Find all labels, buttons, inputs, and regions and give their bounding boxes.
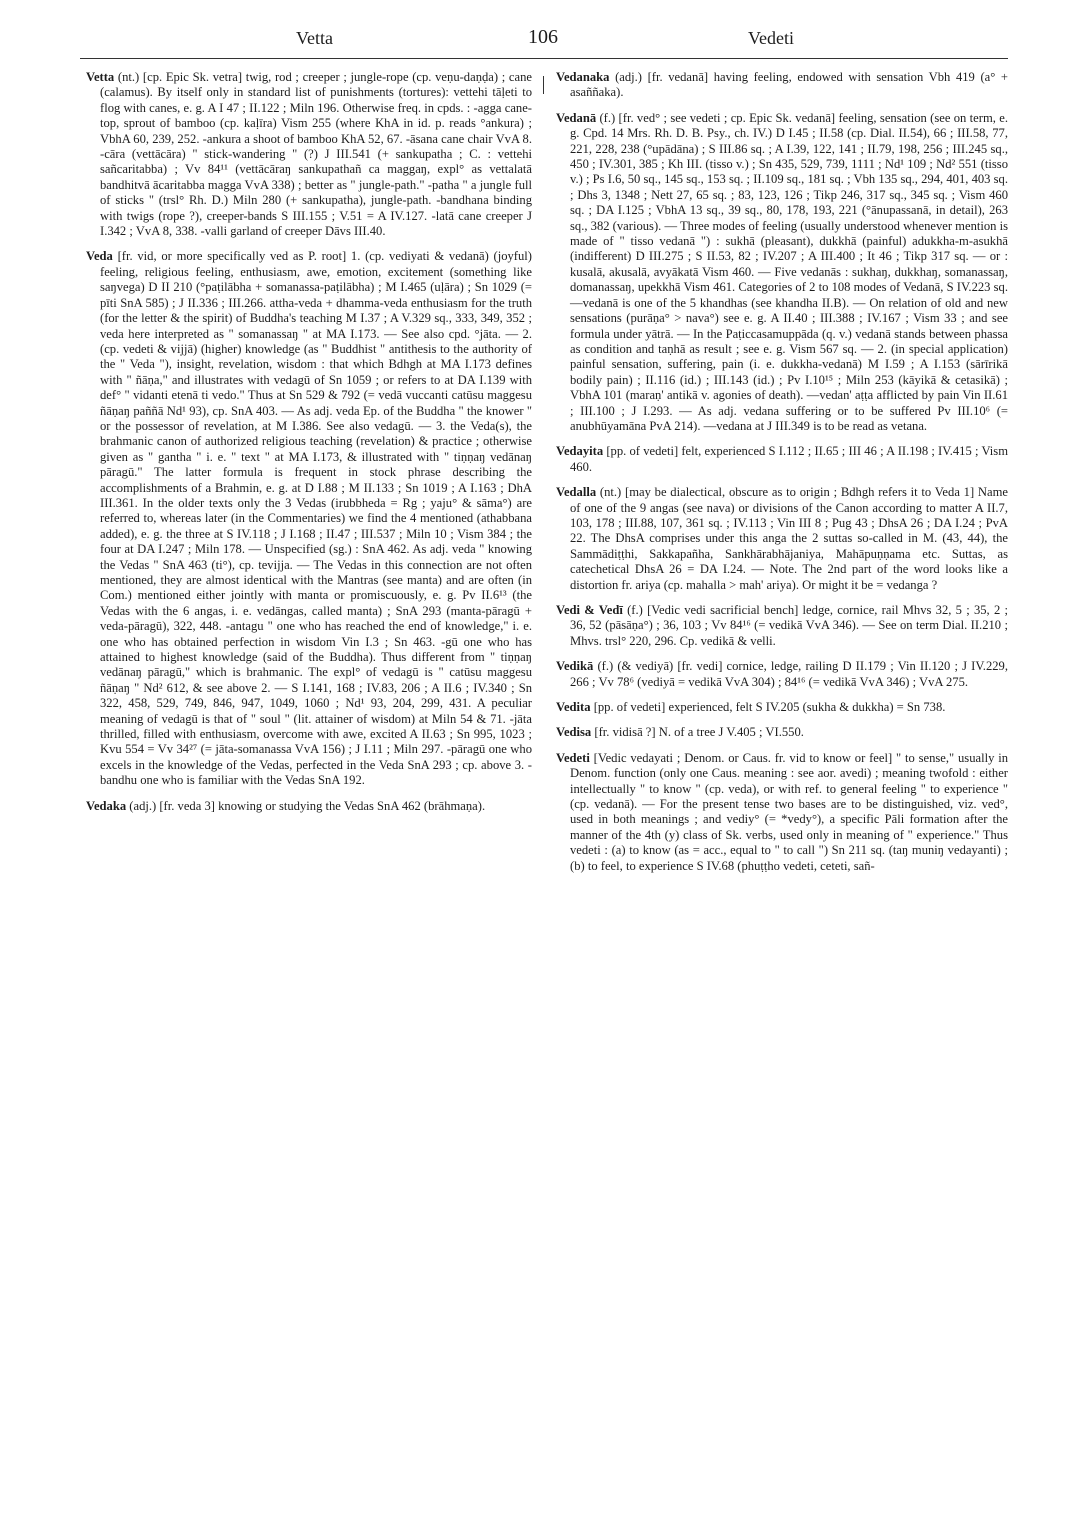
entry-text: [fr. vidisā ?] N. of a tree J V.405 ; VI.550. [594,725,804,740]
dictionary-entry [86,70,532,239]
page-number: 106 [528,26,558,48]
column-divider [543,76,544,94]
dictionary-entry [556,111,1008,435]
entry-text: [pp. of vedeti] experienced, felt S IV.205 (sukha & dukkha) = Sn 738. [593,700,946,715]
entry-text: (adj.) [fr. vedanā] having feeling, endowed with sensation Vbh 419 (a° + asaññaka). [570,70,1008,100]
entry-text: (adj.) [fr. veda 3] knowing or studying the Vedas SnA 462 (brāhmaṇa). [129,798,486,813]
entry-text: [fr. vid, or more specifically ved as P. root] 1. (cp. vediyati & vedanā) (joyful) feeling, religious feeling, enthusiasm, awe, emotion, excitement (something like saŋvega) D II 210 (°paṭilābha + somanassa-paṭilābha) ; M I.465 (uḷāra) ; Sn 1029 (= pīti SnA 585) ; J II.336 ; III.266. attha-veda + dhamma-veda enthusiasm for the truth (for the letter & the spirit) of Buddha's teaching M I.37 ; A V.329 sq., 333, 349, 352 ; veda here interpreted as " somanassaŋ " at MA I.173. — See also cpd. °jāta. — 2. (cp. vedeti & vijjā) (higher) knowledge (as " Buddhist " antithesis to the authority of the " Veda "), insight, revelation, wisdom : that which Bdhgh at MA I.173 defines with " ñāṇa," and illustrates with vedagū of Sn 1059 ; or refers to at DA I.139 with def° " vidanti etenā ti vedo." Thus at Sn 529 & 792 (= vedā vuccanti catūsu maggesu ñāṇaŋ paññā Nd¹ 93), cp. SnA 403. — As adj. veda Ep. of the Buddha " the knower " or the possessor of revelation, at M I.386. See also vedagū. — 3. the Veda(s), the brahmanic canon of authorized religious teaching (revelation) & practice ; otherwise given as " gantha " i. e. " text " at MA I.173, & illustrated with " tiṇṇaŋ vedānaŋ pāragū." The latter formula is frequent in stock phrase describing the accomplishments of a Brahmin, e. g. at D I.88 ; M II.133 ; Sn 1019 ; A I.163 ; DhA III.361. In the older texts only the 3 Vedas (irubbheda = Rg ; yaju° & sāma°) are referred to, whereas later (in the Commentaries) we find the 4 mentioned (athabbana added), e. g. the three at S IV.118 ; J I.168 ; II.47 ; III.537 ; Miln 10 ; Vism 384 ; the four at DA I.247 ; Miln 178. — Unspecified (sg.) : SnA 462. As adj. veda " knowing the Vedas " SnA 463 (ti°), cp. tevijja. — The Vedas in this connection are not often mentioned, they are almost identical with the Mantras (see manta) and are often (in Com.) mentioned either jointly with manta or promiscuously, e. g. Pv II.6¹³ (the Vedas with the 6 angas, i. e. vedāngas, called manta) ; SnA 293 (manta-pāragū + veda-pāragū), 322, 448. -antagu " one who has reached the end of knowledge," i. e. one who has obtained perfection in wisdom Vin I.3 ; Sn 463. -gū one who has attained to highest knowledge (said of the Buddha). Thus different from " tiṇṇaŋ vedānaŋ pāragū," which is brahmanic. The expl° of vedagū is " catūsu maggesu ñāṇaŋ " Nd² 612, & see above 2. — S I.141, 168 ; IV.83, 206 ; A II.6 ; IV.340 ; Sn 322, 458, 529, 749, 846, 947, 1049, 1060 ; Nd¹ 93, 204, 299, 431. A peculiar meaning of vedagū is that of " soul " (lit. attainer of wisdom) at Miln 54 & 71. -jāta thrilled, filled with enthusiasm, overcome with awe, excited A II.63 ; Sn 995, 1023 ; Kvu 554 = Vv 34²⁷ (= jāta-somanassa VvA 156) ; J I.11 ; Miln 297. -pāragū one who excels in the knowledge of the Vedas, perfected in the Veda SnA 293 ; cp. above 3. -bandhu one who is familiar with the Vedas SnA 192. [100,249,532,788]
entry-text: (f.) [Vedic vedi sacrificial bench] ledge, cornice, rail Mhvs 32, 5 ; 35, 2 ; 36, 52 (pāsāṇa°) ; 36, 103 ; Vv 84¹⁶ (= vedikā VvA 346). — See on term Dial. II.210 ; Mhvs. trsl° 220, 296. Cp. vedikā & velli. [570,603,1008,648]
entry-headword: Veda [86,249,113,264]
entry-text: [Vedic vedayati ; Denom. or Caus. fr. vid to know or feel] " to sense," usually in Denom. function (only one Caus. meaning : see aor. avedi) ; meaning twofold : either intellectually " to know " (cp. veda), or with ref. to general feeling " to experience " (cp. vedanā). — For the present tense two bases are to be distinguished, viz. ved°, used in both meanings ; and vediy° (= *vedy°), a specific Pāli formation after the manner of the 4th (y) class of Sk. verbs, used only in meaning of " experience." Thus vedeti : (a) to know (as = acc., equal to " to call ") Sn 211 sq. (taŋ muniŋ vedayanti) ; (b) to feel, to experience S IV.68 (phuṭṭho vedeti, ceteti, sañ- [570,750,1008,873]
entry-headword: Vedi & Vedī [556,603,623,617]
dictionary-entry [556,444,1008,475]
dictionary-entry [86,249,532,788]
dictionary-entry [556,700,1008,715]
entry-text: (f.) [fr. ved° ; see vedeti ; cp. Epic Sk. vedanā] feeling, sensation (see on term, e. g. Cpd. 14 Mrs. Rh. D. B. Psy., ch. IV.) D I.45 ; II.58 (cp. Dial. II.54), 66 ; III.58, 77, 221, 228, 238 (°upādāna) ; S III.86 sq. ; A I.39, 122, 141 ; II.79, 198, 256 ; III.245 sq., 450 ; IV.301, 385 ; Kh III. (tisso v.) ; Sn 435, 529, 739, 1111 ; Nd¹ 109 ; Nd² 551 (tisso v.) ; Ps I.6, 50 sq., 145 sq., 153 sq. ; II.109 sq., 181 sq. ; Vbh 135 sq., 294, 401, 403 sq. ; Dhs 3, 1348 ; Nett 27, 65 sq. ; 83, 123, 126 ; Tikp 246, 317 sq., 345 sq. ; Vism 460 sq. ; DA I.125 ; VbhA 13 sq., 39 sq., 80, 178, 193, 221 (°ānupassanā, in detail), 263 sq., 382 (various). — Three modes of feeling (usually understood whenever mention is made of " tisso vedanā ") : sukhā (pleasant), dukkhā (painful) adukkha-m-asukhā (indifferent) D III.275 ; S II.53, 82 ; IV.207 ; A III.400 ; It 46 ; Tikp 317 sq. — or : kusalā, akusalā, avyākatā Vism 460. — Five vedanās : sukhaŋ, dukkhaŋ, somanassaŋ, domanassaŋ, upekkhā Vism 461. Categories of 2 to 108 modes of Vedanā, S IV.223 sq. —vedanā is one of the 5 khandhas (see khandha II.B). — On relation of old and new sensations (purāṇa° > nava°) see e. g. A II.40 ; III.388 ; IV.167 ; Vism 33 ; and see formula under yātrā. — In the Paṭiccasamuppāda (q. v.) vedanā stands between phassa as condition and taṇhā as result ; see e. g. Vism 567 sq. — 2. (in special application) painful sensation, suffering, pain (i. e. dukkha-vedanā) M I.59 ; A I.153 (sārīrikā bodily pain) ; II.116 (id.) ; III.143 (id.) ; Pv I.10¹⁵ ; Miln 253 (kāyikā & cetasikā) ; VbhA 101 (maraṇ' antikā v. agonies of death). —vedan' aṭṭa afflicted by pain Vin II.61 ; III.100 ; J I.293. — As adj. vedana suffering or to be suffered Pv III.10⁶ (= anubhūyamāna PvA 214). —vedana at J III.349 is to be read as vetana. [570,110,1008,433]
left-guide-word: Vetta [296,28,333,48]
dictionary-entry [86,799,532,814]
left-column [86,70,532,1510]
entry-headword: Vedaka [86,798,127,813]
entry-headword: Vedikā [556,659,594,674]
dictionary-entry [556,603,1008,649]
entry-headword: Vetta [86,70,115,84]
entry-headword: Vedanā [556,110,597,125]
entry-text: (nt.) [may be dialectical, obscure as to origin ; Bdhgh refers it to Veda 1] Name of one of the 9 angas (see nava) or divisions of the Canon according to matter A II.7, 103, 178 ; III.88, 107, 361 sq. ; IV.113 ; Vin III 8 ; Pug 43 ; DhsA 26 ; DA I.24 ; PvA 22. The DhsA comprises under this anga the 2 suttas so-called in M. (43, 44), the Sammādiṭṭhi, Sakkapañha, Sankhārabhājaniya, Mahāpuṇṇama etc. Suttas, as catechetical DhsA 26 = DA I.24. — Note. The 2nd part of the word looks like a distortion fr. ariya (cp. mahalla > mah' ariya). Or might it be = vedanga ? [570,485,1008,592]
entry-headword: Vedita [556,700,591,715]
dictionary-entry [556,659,1008,690]
entry-headword: Vedeti [556,750,590,765]
dictionary-entry [556,751,1008,874]
entry-text: (nt.) [cp. Epic Sk. vetra] twig, rod ; creeper ; jungle-rope (cp. veṇu-daṇḍa) ; cane (calamus). By itself only in standard list of punishments (tortures): vettehi tāḷeti to flog with canes, e. g. A I 47 ; II.122 ; Miln 196. Otherwise freq. in cpds. : -agga cane-top, sprout of bamboo (cp. kaḷīra) Vism 255 (where KhA in id. p. reads °ankura) ; VbhA 60, 239, 252. -ankura a shoot of bamboo KhA 52, 67. -āsana cane chair VvA 8. -cāra (vettācāra) " stick-wandering " (?) J III.541 (+ sankupatha ; C. : vettehi sañcaritabba) ; Vv 84¹¹ (vettācāraŋ sankupathañ ca maggaŋ, expl° as vettalatā bandhitvā ācaritabba magga VvA 338) ; better as " jungle-path." -patha " a jungle full of sticks " (trsl° Rh. D.) Miln 280 (+ sankupatha), jungle-path. -bandhana binding with twigs (rope ?), creeper-bands S III.155 ; V.51 = A IV.127. -latā cane creeper J I.342 ; VvA 8, 338. -valli garland of creeper Dāvs III.40. [100,70,532,239]
entry-text: (f.) (& vediyā) [fr. vedi] cornice, ledge, railing D II.179 ; Vin II.120 ; J IV.229, 266 ; Vv 78⁶ (vediyā = vedikā VvA 304) ; 84¹⁶ (= vedikā VvA 346) ; VvA 275. [570,659,1008,689]
dictionary-entry [556,485,1008,593]
right-guide-word: Vedeti [748,28,794,48]
dictionary-entry [556,70,1008,101]
page-header [80,24,1008,59]
entry-text: [pp. of vedeti] felt, experienced S I.112 ; II.65 ; III 46 ; A II.198 ; IV.415 ; Vism 460. [570,444,1008,474]
right-column [556,70,1008,1510]
entry-headword: Vedanaka [556,70,610,84]
dictionary-entry [556,725,1008,740]
entry-headword: Vedayita [556,444,604,459]
entry-headword: Vedalla [556,485,597,500]
entry-headword: Vedisa [556,725,592,740]
